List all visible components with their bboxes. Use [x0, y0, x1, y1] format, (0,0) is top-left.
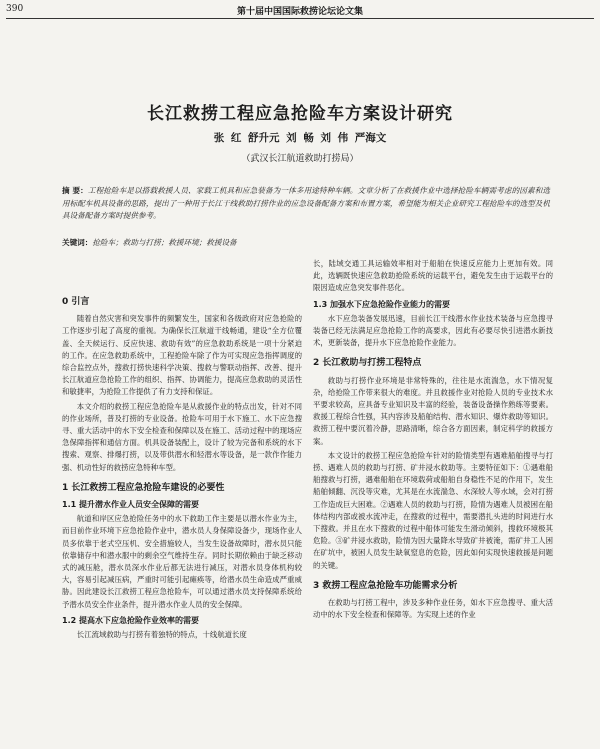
subsection-heading: 1.3 加强水下应急抢险作业能力的需要: [313, 299, 450, 309]
paragraph: 航道和岸区应急抢险任务中的水下救助工作主要是以潜水作业为主，而目前作业环境下应急抢险作业中，潜水员人身保障设备少，现场作业人员多依靠于老式空压机、安全措施较人，当发生设备故障时，潜水员只能依靠储存中和潜水服中的剩余空气维持生存。同时长期依赖由于缺乏移动式的减压舱，潜水员深水作业后都无法进行减压，对潜水员身体机构较大，容易引起减压病，严重时可能引起瘫痪等，给潜水员生命造成严重威胁。因此建设长江救捞工程应急抢险车，可以通过潜水员支持保障系统给予潜水员安全作业条件，提升潜水作业人员的安全保障。: [62, 514, 302, 609]
paper-title: 长江救捞工程应急抢险车方案设计研究: [147, 104, 453, 124]
paragraph: 长江流域救助与打捞有着独特的特点，十线航道长度: [76, 630, 247, 640]
subsection-heading: 1.1 提升潜水作业人员安全保障的需要: [62, 500, 199, 510]
paragraph: 在救助与打捞工程中，涉及多种作业任务，如水下应急搜寻、重大活动中的水下安全检查和保障等。为实现上述的作业: [313, 598, 553, 620]
left-column: [62, 288, 302, 643]
conference-name: 第十届中国国际救捞论坛论文集: [236, 7, 363, 17]
keywords-label: 关键词：: [62, 238, 93, 247]
page-number: 390: [6, 4, 24, 14]
keywords: [62, 237, 550, 248]
subsection-heading: 1.2 提高水下应急抢险作业效率的需要: [62, 615, 199, 625]
abstract-text: 工程抢险车是以搭载救援人员、家载工机具和应急装备为一体多用途特种车辆。文章分析了在救援作业中选择抢险车辆需考虑的因素和选用标配车机具设备的思路，提出了一种用于长江干线救助打捞作业的应急设备配备方案和布置方案，希望能为相关企业研究工程抢险车的选型及机具设备配备方案时提供参考。: [62, 186, 550, 221]
author-list: 张 红 舒升元 刘 畅 刘 伟 严海文: [213, 132, 387, 144]
section-heading: 1 长江救捞工程应急抢险车建设的必要性: [62, 482, 225, 493]
section-heading: 3 救捞工程应急抢险车功能需求分析: [313, 580, 458, 591]
paragraph: 救助与打捞作业环境是非常特殊的，往往是水流湍急，水下情况复杂，给抢险工作带来很大的难度。并且救援作业对抢险人员的专业技术水平要求较高，应具备专业知识及丰富的经验，装备设备操作熟练等要素。救援工程综合性强，其内容涉及船舶结构、潜水知识、爆炸救助等知识。救捞工程中要沉着冷静，思路清晰，综合各方面因素，制定科学的救援方案。: [313, 375, 553, 446]
keywords-text: 抢险车；救助与打捞；救援环境；救援设备: [92, 238, 237, 247]
paragraph: 水下应急装备发展迅速，目前长江干线潜水作业技术装备与应急搜寻装备已经无法满足应急抢险工作的高要求，因此有必要尽快引进潜水新技术，更新装备，提升水下应急抢险作业能力。: [313, 313, 553, 348]
section-heading: 2 长江救助与打捞工程特点: [313, 358, 422, 369]
paragraph: 本文介绍的救捞工程应急抢险车是从救援作业的特点出发，针对不同的作业场所，普及打捞的专业设备。抢险车可用于水下施工、水下应急搜寻、重大活动中的水下安全检查和保障以及在施工、活动过程中的现场应急保障指挥和通信方面。机具设备装配上，设计了较为完备和系统的水下搜索、观察、排爆打捞，以及带供潜水和轻潜水等设备，是一款作作能力强、机动性好的救捞应急特种车型。: [62, 401, 302, 472]
affiliation: （武汉长江航道救助打捞局）: [241, 154, 359, 164]
header-rule: [6, 18, 594, 19]
abstract-label: 摘 要：: [62, 186, 88, 195]
paragraph: 本文设计的救捞工程应急抢险车针对的险情类型有遇难船舶搜寻与打捞、遇难人员的救助与打捞、矿井浸水救助等。主要特征如下：①遇难船舶搜救与打捞，遇难船舶在环境载荷或船舶自身稳性不足的作用下，发生船舶倾翻、沉没等灾难，尤其是在水流湍急、水深较人等水域，会对打捞工作造成巨大困难。②遇难人员的救助与打捞，险情为遇难人员被困在船体结构内部或被水流冲走，在搜救的过程中，需要潜扎头进的时间进行水下搜救。并且在水下搜救的过程中船体可能发生滑动倾斜，搜救环境极其危险。③矿井浸水救助，险情为因大量降水导致矿井被淹，需矿井工人困在矿坑中，被困人员发生缺氧窒息的危险，因此如何实现快速救援是问题的关键。: [313, 450, 553, 570]
right-column: [313, 258, 553, 623]
section-heading: 0 引言: [62, 297, 90, 307]
abstract: [62, 185, 550, 223]
paragraph: 长，陆域交通工具运输效率相对于船舶在快速反应能力上更加有效。同此，选辆既快速应急救助抢险系统的运载平台，避免发生由于运载平台的限因造成应急突发事件恶化。: [313, 259, 553, 293]
paragraph: 随着自然灾害和突发事件的频繁发生，国家和各级政府对应急抢险的工作逐步引起了高度的重视。为确保长江航道干线畅通，建设“全方位覆盖、全天候运行、反应快速、救助有效”的应急救助系统是一项十分紧迫的工作。在应急救助系统中，工程抢险车除了作为可实现应急指挥调度的综合监控点外，搜救打捞快速科学决策、搜救与警联动指挥、改善、提升长江航道应急抢险工作的组织、指挥、协调能力，提高应急救助的灵活性和敏捷率，为抢险工作提供了有力支持和保证。: [62, 314, 302, 397]
